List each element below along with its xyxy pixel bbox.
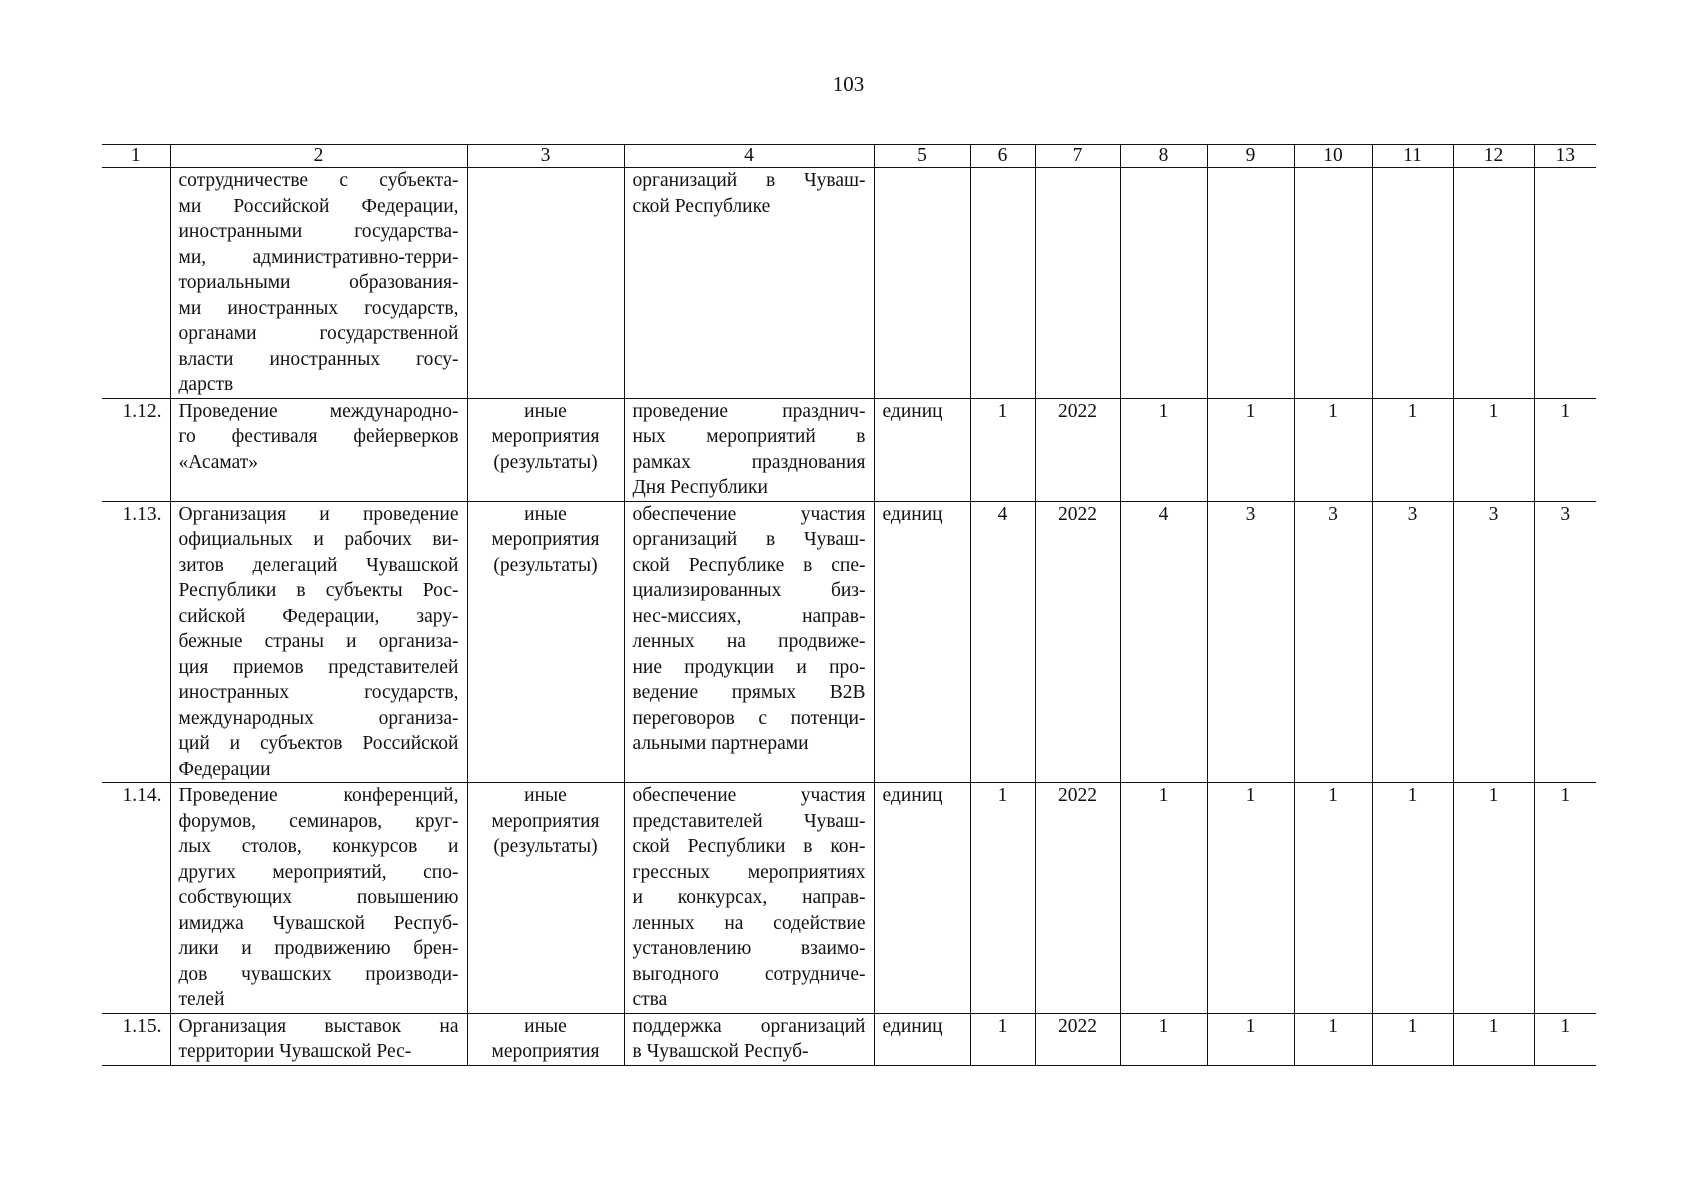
- measure-name-line: лики и продвижению брен-: [178, 938, 459, 959]
- measure-type-line: мероприятия: [491, 529, 600, 550]
- unit-cell: [874, 168, 970, 399]
- measure-name-cell: [170, 398, 467, 501]
- value-cell-c6: [970, 398, 1035, 501]
- indicator-line: рамках празднования: [632, 451, 866, 473]
- measure-type-line: иные: [524, 1015, 567, 1037]
- header-cell: 9: [1207, 145, 1294, 168]
- value-c8: 4: [1158, 503, 1169, 525]
- value-cell-c12: [1453, 1013, 1534, 1065]
- measure-type-line: (результаты): [493, 836, 598, 857]
- unit-value: единиц: [882, 400, 943, 422]
- measure-name-line: Организация и проведение: [178, 503, 459, 525]
- indicator-cell: [624, 501, 874, 783]
- value-cell-c7: [1035, 501, 1120, 783]
- unit-value: единиц: [882, 785, 943, 806]
- measure-name-line: международных организа-: [178, 707, 459, 729]
- value-c9: 3: [1245, 503, 1256, 525]
- value-cell-c13: [1534, 1013, 1596, 1065]
- indicator-line: представителей Чуваш-: [632, 810, 866, 832]
- value-cell-c10: [1294, 783, 1372, 1014]
- measure-name-cell: [170, 168, 467, 399]
- indicator-line: ской Республике в спе-: [632, 554, 866, 576]
- measure-type-line: иные: [524, 785, 567, 806]
- table-row: [102, 398, 1596, 501]
- value-c9: 1: [1245, 785, 1256, 806]
- value-cell-c8: [1120, 783, 1207, 1014]
- measure-name-line: собствующих повышению: [178, 887, 459, 908]
- value-cell-c12: [1453, 168, 1534, 399]
- indicator-line: Дня Республики: [632, 477, 768, 498]
- value-c12: 1: [1488, 1015, 1499, 1037]
- measure-name-line: других мероприятий, спо-: [178, 861, 459, 883]
- indicator-line: переговоров с потенци-: [632, 707, 866, 729]
- value-cell-c8: [1120, 1013, 1207, 1065]
- unit-value: единиц: [882, 503, 943, 525]
- measure-type-line: мероприятия: [491, 426, 600, 447]
- value-cell-c11: [1372, 1013, 1453, 1065]
- indicator-line: ных мероприятий в: [632, 426, 866, 447]
- indicator-line: организаций в Чуваш-: [632, 170, 866, 191]
- measure-name-line: власти иностранных госу-: [178, 348, 459, 370]
- measure-name-line: Проведение конференций,: [178, 785, 459, 806]
- value-cell-c9: [1207, 398, 1294, 501]
- value-c11: 1: [1407, 785, 1418, 806]
- value-cell-c12: [1453, 501, 1534, 783]
- header-cell: 3: [467, 145, 624, 168]
- value-cell-c9: [1207, 168, 1294, 399]
- value-cell-c13: [1534, 783, 1596, 1014]
- value-cell-c8: [1120, 398, 1207, 501]
- measure-name-line: ми иностранных государств,: [178, 297, 459, 319]
- header-cell: 1: [102, 145, 170, 168]
- value-cell-c11: [1372, 398, 1453, 501]
- header-cell: 12: [1453, 145, 1534, 168]
- value-cell-c8: [1120, 501, 1207, 783]
- measure-name-line: го фестиваля фейерверков: [178, 426, 459, 447]
- value-cell-c6: [970, 168, 1035, 399]
- row-number: 1.13.: [122, 503, 162, 525]
- indicator-line: грессных мероприятиях: [632, 861, 866, 883]
- value-cell-c9: [1207, 1013, 1294, 1065]
- measure-name-line: имиджа Чувашской Респуб-: [178, 912, 459, 934]
- value-c11: 1: [1407, 1015, 1418, 1037]
- value-c7: 2022: [1058, 1015, 1097, 1037]
- measure-name-line: Организация выставок на: [178, 1015, 459, 1037]
- row-number-cell: [102, 398, 170, 501]
- indicator-cell: [624, 783, 874, 1014]
- measure-name-line: официальных и рабочих ви-: [178, 529, 459, 550]
- unit-cell: [874, 1013, 970, 1065]
- value-c10: 1: [1328, 400, 1338, 422]
- value-c8: 1: [1158, 785, 1169, 806]
- indicator-line: обеспечение участия: [632, 785, 866, 806]
- measure-type-cell: [467, 398, 624, 501]
- value-c13: 1: [1560, 785, 1571, 806]
- measure-type-line: иные: [524, 503, 567, 525]
- value-cell-c12: [1453, 783, 1534, 1014]
- measure-type-line: мероприятия: [491, 810, 600, 832]
- measure-type-cell: [467, 1013, 624, 1065]
- value-cell-c10: [1294, 398, 1372, 501]
- indicator-cell: [624, 168, 874, 399]
- header-cell: 11: [1372, 145, 1453, 168]
- indicator-line: ленных на продвиже-: [632, 631, 866, 652]
- measure-name-line: ция приемов представителей: [178, 656, 459, 678]
- value-c13: 1: [1560, 1015, 1571, 1037]
- measure-name-line: органами государственной: [178, 323, 459, 344]
- value-cell-c12: [1453, 398, 1534, 501]
- table-row: [102, 1013, 1596, 1065]
- value-c10: 3: [1328, 503, 1338, 525]
- page-number: 103: [832, 72, 865, 96]
- indicator-line: поддержка организаций: [632, 1015, 866, 1037]
- measure-name-line: ми, административно-терри-: [178, 246, 459, 268]
- indicator-line: альными партнерами: [632, 733, 809, 754]
- row-number: 1.14.: [122, 785, 162, 806]
- value-c9: 1: [1245, 1015, 1256, 1037]
- measure-name-line: телей: [178, 989, 225, 1010]
- value-c8: 1: [1158, 1015, 1169, 1037]
- indicator-line: выгодного сотрудниче-: [632, 963, 866, 985]
- measure-name-line: дарств: [178, 374, 234, 395]
- indicator-line: нес-миссиях, направ-: [632, 605, 866, 627]
- row-number: 1.12.: [122, 400, 162, 422]
- value-c13: 1: [1560, 400, 1571, 422]
- measure-name-line: сийской Федерации, зару-: [178, 605, 459, 627]
- header-cell: 8: [1120, 145, 1207, 168]
- header-cell: 7: [1035, 145, 1120, 168]
- measure-type-line: (результаты): [493, 451, 598, 473]
- value-cell-c11: [1372, 501, 1453, 783]
- value-cell-c6: [970, 501, 1035, 783]
- value-c10: 1: [1328, 785, 1338, 806]
- value-c6: 1: [997, 1015, 1008, 1037]
- measure-name-line: ториальными образования-: [178, 272, 459, 293]
- value-c7: 2022: [1058, 503, 1097, 525]
- measure-name-line: ми Российской Федерации,: [178, 195, 459, 217]
- value-cell-c7: [1035, 783, 1120, 1014]
- value-c6: 1: [997, 785, 1008, 806]
- program-table: [102, 144, 1596, 1066]
- value-c13: 3: [1560, 503, 1571, 525]
- measure-name-line: бежные страны и организа-: [178, 631, 459, 652]
- indicator-cell: [624, 398, 874, 501]
- value-c12: 3: [1488, 503, 1499, 525]
- unit-value: единиц: [882, 1015, 943, 1037]
- value-cell-c10: [1294, 501, 1372, 783]
- measure-type-line: (результаты): [493, 554, 598, 576]
- measure-name-cell: [170, 1013, 467, 1065]
- indicator-line: проведение празднич-: [632, 400, 866, 422]
- value-cell-c7: [1035, 398, 1120, 501]
- value-cell-c13: [1534, 168, 1596, 399]
- value-cell-c13: [1534, 501, 1596, 783]
- value-cell-c9: [1207, 783, 1294, 1014]
- row-number-cell: [102, 1013, 170, 1065]
- value-cell-c11: [1372, 783, 1453, 1014]
- indicator-line: организаций в Чуваш-: [632, 529, 866, 550]
- indicator-line: в Чувашской Респуб-: [632, 1041, 809, 1062]
- measure-name-line: Федерации: [178, 758, 271, 780]
- value-cell-c11: [1372, 168, 1453, 399]
- measure-name-line: форумов, семинаров, круг-: [178, 810, 459, 832]
- row-number: 1.15.: [122, 1015, 162, 1037]
- header-cell: 6: [970, 145, 1035, 168]
- measure-name-line: лых столов, конкурсов и: [178, 836, 459, 857]
- value-c12: 1: [1488, 400, 1499, 422]
- value-cell-c7: [1035, 168, 1120, 399]
- value-c6: 1: [997, 400, 1008, 422]
- measure-name-line: зитов делегаций Чувашской: [178, 554, 459, 576]
- value-c7: 2022: [1058, 785, 1097, 806]
- unit-cell: [874, 398, 970, 501]
- measure-type-cell: [467, 168, 624, 399]
- measure-name-line: сотрудничестве с субъекта-: [178, 170, 459, 191]
- measure-name-line: ций и субъектов Российской: [178, 733, 459, 754]
- indicator-line: ства: [632, 989, 668, 1010]
- value-c6: 4: [997, 503, 1008, 525]
- header-cell: 13: [1534, 145, 1596, 168]
- indicator-line: ской Республике: [632, 195, 771, 217]
- measure-type-line: мероприятия: [491, 1041, 600, 1062]
- indicator-line: ведение прямых B2B: [632, 682, 866, 703]
- measure-type-cell: [467, 501, 624, 783]
- value-cell-c10: [1294, 1013, 1372, 1065]
- indicator-line: ленных на содействие: [632, 912, 866, 934]
- indicator-cell: [624, 1013, 874, 1065]
- table-row: [102, 168, 1596, 399]
- row-number-cell: [102, 168, 170, 399]
- indicator-line: ние продукции и про-: [632, 656, 866, 678]
- value-c10: 1: [1328, 1015, 1338, 1037]
- row-number-cell: [102, 501, 170, 783]
- indicator-line: установлению взаимо-: [632, 938, 866, 959]
- measure-name-line: иностранных государств,: [178, 682, 459, 703]
- header-cell: 2: [170, 145, 467, 168]
- value-cell-c6: [970, 1013, 1035, 1065]
- value-c11: 3: [1407, 503, 1418, 525]
- value-cell-c8: [1120, 168, 1207, 399]
- measure-name-line: дов чувашских производи-: [178, 963, 459, 985]
- measure-name-cell: [170, 501, 467, 783]
- header-cell: 4: [624, 145, 874, 168]
- value-cell-c6: [970, 783, 1035, 1014]
- header-cell: 10: [1294, 145, 1372, 168]
- measure-name-line: иностранными государства-: [178, 221, 459, 242]
- indicator-line: циализированных биз-: [632, 580, 866, 601]
- table-row: [102, 501, 1596, 783]
- value-cell-c9: [1207, 501, 1294, 783]
- unit-cell: [874, 783, 970, 1014]
- value-cell-c10: [1294, 168, 1372, 399]
- measure-name-line: «Асамат»: [178, 451, 259, 473]
- row-number-cell: [102, 783, 170, 1014]
- table-row: [102, 783, 1596, 1014]
- measure-type-line: иные: [524, 400, 567, 422]
- indicator-line: и конкурсах, направ-: [632, 887, 866, 908]
- measure-name-line: Республики в субъекты Рос-: [178, 580, 459, 601]
- indicator-line: ской Республики в кон-: [632, 836, 866, 857]
- table-header-row: [102, 145, 1596, 168]
- measure-name-cell: [170, 783, 467, 1014]
- measure-name-line: территории Чувашской Рес-: [178, 1041, 412, 1062]
- value-cell-c13: [1534, 398, 1596, 501]
- value-cell-c7: [1035, 1013, 1120, 1065]
- value-c11: 1: [1407, 400, 1418, 422]
- value-c7: 2022: [1058, 400, 1097, 422]
- measure-name-line: Проведение международно-: [178, 400, 459, 422]
- value-c12: 1: [1488, 785, 1499, 806]
- measure-type-cell: [467, 783, 624, 1014]
- header-cell: 5: [874, 145, 970, 168]
- value-c8: 1: [1158, 400, 1169, 422]
- indicator-line: обеспечение участия: [632, 503, 866, 525]
- unit-cell: [874, 501, 970, 783]
- value-c9: 1: [1245, 400, 1256, 422]
